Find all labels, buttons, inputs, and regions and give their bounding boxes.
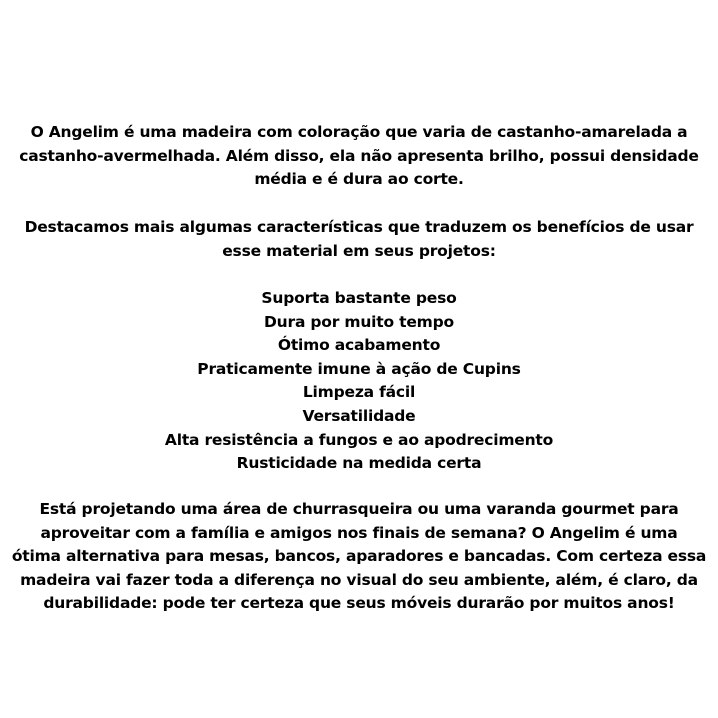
closing-line: durabilidade: pode ter certeza que seus móveis durarão por muitos anos! [43,594,675,613]
intro-line: O Angelim é uma madeira com coloração que varia de castanho-amarelada a [30,123,688,141]
benefit-item: Versatilidade [302,406,416,425]
characteristics-intro-line: Destacamos mais algumas características que traduzem os benefícios de usar [24,218,694,236]
closing-line: Está projetando uma área de churrasqueira ou uma varanda gourmet para [39,500,679,518]
benefit-item: Limpeza fácil [302,383,416,402]
intro-paragraph [0,121,718,192]
benefit-item: Suporta bastante peso [261,289,457,307]
closing-line: madeira vai fazer toda a diferença no visual do seu ambiente, além, é claro, da [20,570,698,589]
benefit-item: Alta resistência a fungos e ao apodrecimento [164,430,554,449]
benefits-list [0,287,718,476]
characteristics-intro-line: esse material em seus projetos: [222,241,496,260]
closing-line: ótima alternativa para mesas, bancos, aparadores e bancadas. Com certeza essa [11,547,707,566]
closing-paragraph [0,498,718,616]
benefit-item: Ótimo acabamento [277,336,441,355]
characteristics-intro-paragraph [0,216,718,263]
benefit-item: Praticamente imune à ação de Cupins [197,359,521,378]
benefit-item: Rusticidade na medida certa [236,454,482,473]
intro-line: média e é dura ao corte. [254,170,464,189]
closing-line: aproveitar com a família e amigos nos finais de semana? O Angelim é uma [40,523,678,542]
intro-line: castanho-avermelhada. Além disso, ela não apresenta brilho, possui densidade [19,146,699,165]
benefit-item: Dura por muito tempo [264,312,454,331]
